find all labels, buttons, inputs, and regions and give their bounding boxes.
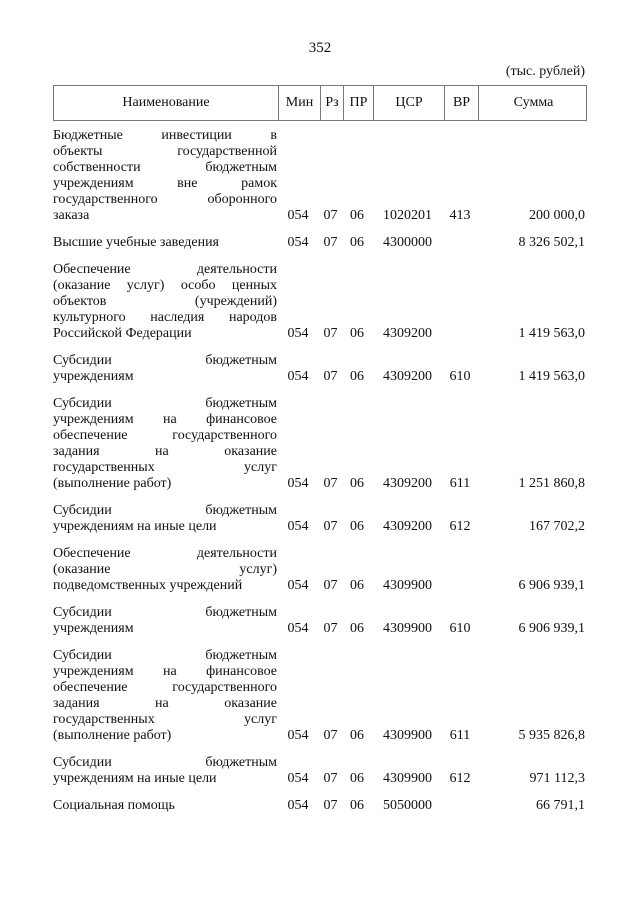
row-rz: 07 — [323, 519, 338, 534]
row-name-line: задания на оказание — [53, 696, 277, 711]
row-name — [53, 755, 277, 787]
row-name-line: учреждениям на иные цели — [53, 771, 217, 786]
row-min: 054 — [287, 798, 309, 813]
row-rz: 07 — [323, 476, 338, 491]
row-name-line: Обеспечение деятельности — [53, 546, 277, 561]
row-name — [53, 128, 277, 224]
row-csr: 4300000 — [383, 235, 432, 250]
row-name-line: Социальная помощь — [53, 798, 175, 813]
row-pr: 06 — [350, 369, 364, 384]
row-csr: 1020201 — [383, 208, 432, 223]
row-name — [53, 798, 277, 814]
row-name-line: объектов (учреждений) — [53, 294, 277, 309]
row-sum: 200 000,0 — [529, 208, 585, 223]
row-name-line: Субсидии бюджетным — [53, 648, 277, 663]
units-label: (тыс. рублей) — [505, 64, 585, 79]
row-name-line: Субсидии бюджетным — [53, 755, 277, 770]
row-min: 054 — [287, 326, 309, 341]
row-name-line: подведомственных учреждений — [53, 578, 243, 593]
table-row — [53, 541, 587, 600]
table-row — [53, 600, 587, 643]
row-name-line: обеспечение государственного — [53, 428, 277, 443]
row-csr: 4309900 — [383, 728, 432, 743]
row-name-line: учреждениям на иные цели — [53, 519, 217, 534]
row-sum: 1 419 563,0 — [518, 369, 585, 384]
row-name — [53, 546, 277, 594]
header-vr: ВР — [444, 86, 478, 120]
table-body — [53, 121, 587, 820]
row-vr: 610 — [449, 369, 471, 384]
row-name-line: задания на оказание — [53, 444, 277, 459]
row-name-line: культурного наследия народов — [53, 310, 277, 325]
row-csr: 4309900 — [383, 771, 432, 786]
row-rz: 07 — [323, 578, 338, 593]
table-row — [53, 498, 587, 541]
row-name-line: Обеспечение деятельности — [53, 262, 277, 277]
row-pr: 06 — [350, 578, 364, 593]
table-row — [53, 230, 587, 257]
row-sum: 6 906 939,1 — [518, 578, 585, 593]
row-vr: 611 — [449, 476, 471, 491]
row-name — [53, 262, 277, 342]
row-rz: 07 — [323, 208, 338, 223]
row-name-line: объекты государственной — [53, 144, 277, 159]
budget-table — [53, 85, 587, 820]
row-csr: 4309200 — [383, 476, 432, 491]
row-name-line: (оказание услуг) — [53, 562, 277, 577]
header-sum: Сумма — [478, 86, 588, 120]
row-name — [53, 648, 277, 744]
row-min: 054 — [287, 519, 309, 534]
row-name-line: собственности бюджетным — [53, 160, 277, 175]
row-name-line: учреждениям — [53, 369, 134, 384]
row-pr: 06 — [350, 728, 364, 743]
row-rz: 07 — [323, 369, 338, 384]
page-number: 352 — [308, 40, 332, 56]
row-name-line: Российской Федерации — [53, 326, 192, 341]
row-rz: 07 — [323, 771, 338, 786]
row-name-line: Высшие учебные заведения — [53, 235, 219, 250]
row-name-line: (выполнение работ) — [53, 476, 172, 491]
table-row — [53, 348, 587, 391]
row-sum: 971 112,3 — [529, 771, 585, 786]
row-name-line: учреждениям на финансовое — [53, 664, 277, 679]
row-min: 054 — [287, 208, 309, 223]
row-sum: 1 419 563,0 — [518, 326, 585, 341]
header-rz: Рз — [320, 86, 343, 120]
row-rz: 07 — [323, 728, 338, 743]
header-min: Мин — [278, 86, 320, 120]
row-name-line: Субсидии бюджетным — [53, 396, 277, 411]
row-pr: 06 — [350, 798, 364, 813]
row-name-line: заказа — [53, 208, 90, 223]
row-name-line: государственных услуг — [53, 460, 277, 475]
row-pr: 06 — [350, 326, 364, 341]
row-csr: 4309900 — [383, 621, 432, 636]
row-min: 054 — [287, 369, 309, 384]
header-csr: ЦСР — [373, 86, 444, 120]
row-csr: 4309200 — [383, 326, 432, 341]
row-name-line: Субсидии бюджетным — [53, 605, 277, 620]
row-name-line: Субсидии бюджетным — [53, 503, 277, 518]
row-name-line: учреждениям вне рамок — [53, 176, 277, 191]
row-name-line: государственных услуг — [53, 712, 277, 727]
row-name-line: обеспечение государственного — [53, 680, 277, 695]
row-min: 054 — [287, 728, 309, 743]
table-row — [53, 391, 587, 498]
row-csr: 4309200 — [383, 519, 432, 534]
row-rz: 07 — [323, 798, 338, 813]
row-name — [53, 235, 277, 251]
row-min: 054 — [287, 235, 309, 250]
row-sum: 5 935 826,8 — [518, 728, 585, 743]
row-min: 054 — [287, 578, 309, 593]
row-vr: 612 — [449, 519, 471, 534]
row-sum: 6 906 939,1 — [518, 621, 585, 636]
row-sum: 66 791,1 — [536, 798, 585, 813]
row-csr: 4309200 — [383, 369, 432, 384]
row-vr: 413 — [449, 208, 471, 223]
row-min: 054 — [287, 621, 309, 636]
row-sum: 167 702,2 — [529, 519, 585, 534]
row-csr: 5050000 — [383, 798, 432, 813]
row-pr: 06 — [350, 235, 364, 250]
row-name-line: Субсидии бюджетным — [53, 353, 277, 368]
row-sum: 8 326 502,1 — [518, 235, 585, 250]
row-name-line: государственного оборонного — [53, 192, 277, 207]
row-min: 054 — [287, 476, 309, 491]
row-name-line: (оказание услуг) особо ценных — [53, 278, 277, 293]
row-name-line: учреждениям — [53, 621, 134, 636]
row-pr: 06 — [350, 621, 364, 636]
table-row — [53, 257, 587, 348]
row-sum: 1 251 860,8 — [518, 476, 585, 491]
row-min: 054 — [287, 771, 309, 786]
table-row — [53, 750, 587, 793]
table-row — [53, 793, 587, 820]
header-name: Наименование — [122, 95, 210, 110]
row-rz: 07 — [323, 235, 338, 250]
row-rz: 07 — [323, 621, 338, 636]
row-vr: 611 — [449, 728, 471, 743]
row-pr: 06 — [350, 476, 364, 491]
row-name — [53, 396, 277, 492]
row-pr: 06 — [350, 519, 364, 534]
table-row — [53, 643, 587, 750]
row-vr: 610 — [449, 621, 471, 636]
row-pr: 06 — [350, 208, 364, 223]
table-row — [53, 121, 587, 230]
row-name-line: учреждениям на финансовое — [53, 412, 277, 427]
row-name — [53, 605, 277, 637]
header-pr: ПР — [343, 86, 373, 120]
row-rz: 07 — [323, 326, 338, 341]
row-name — [53, 353, 277, 385]
row-vr: 612 — [449, 771, 471, 786]
row-csr: 4309900 — [383, 578, 432, 593]
row-name-line: (выполнение работ) — [53, 728, 172, 743]
row-name — [53, 503, 277, 535]
row-pr: 06 — [350, 771, 364, 786]
table-header — [53, 85, 587, 121]
row-name-line: Бюджетные инвестиции в — [53, 128, 277, 143]
